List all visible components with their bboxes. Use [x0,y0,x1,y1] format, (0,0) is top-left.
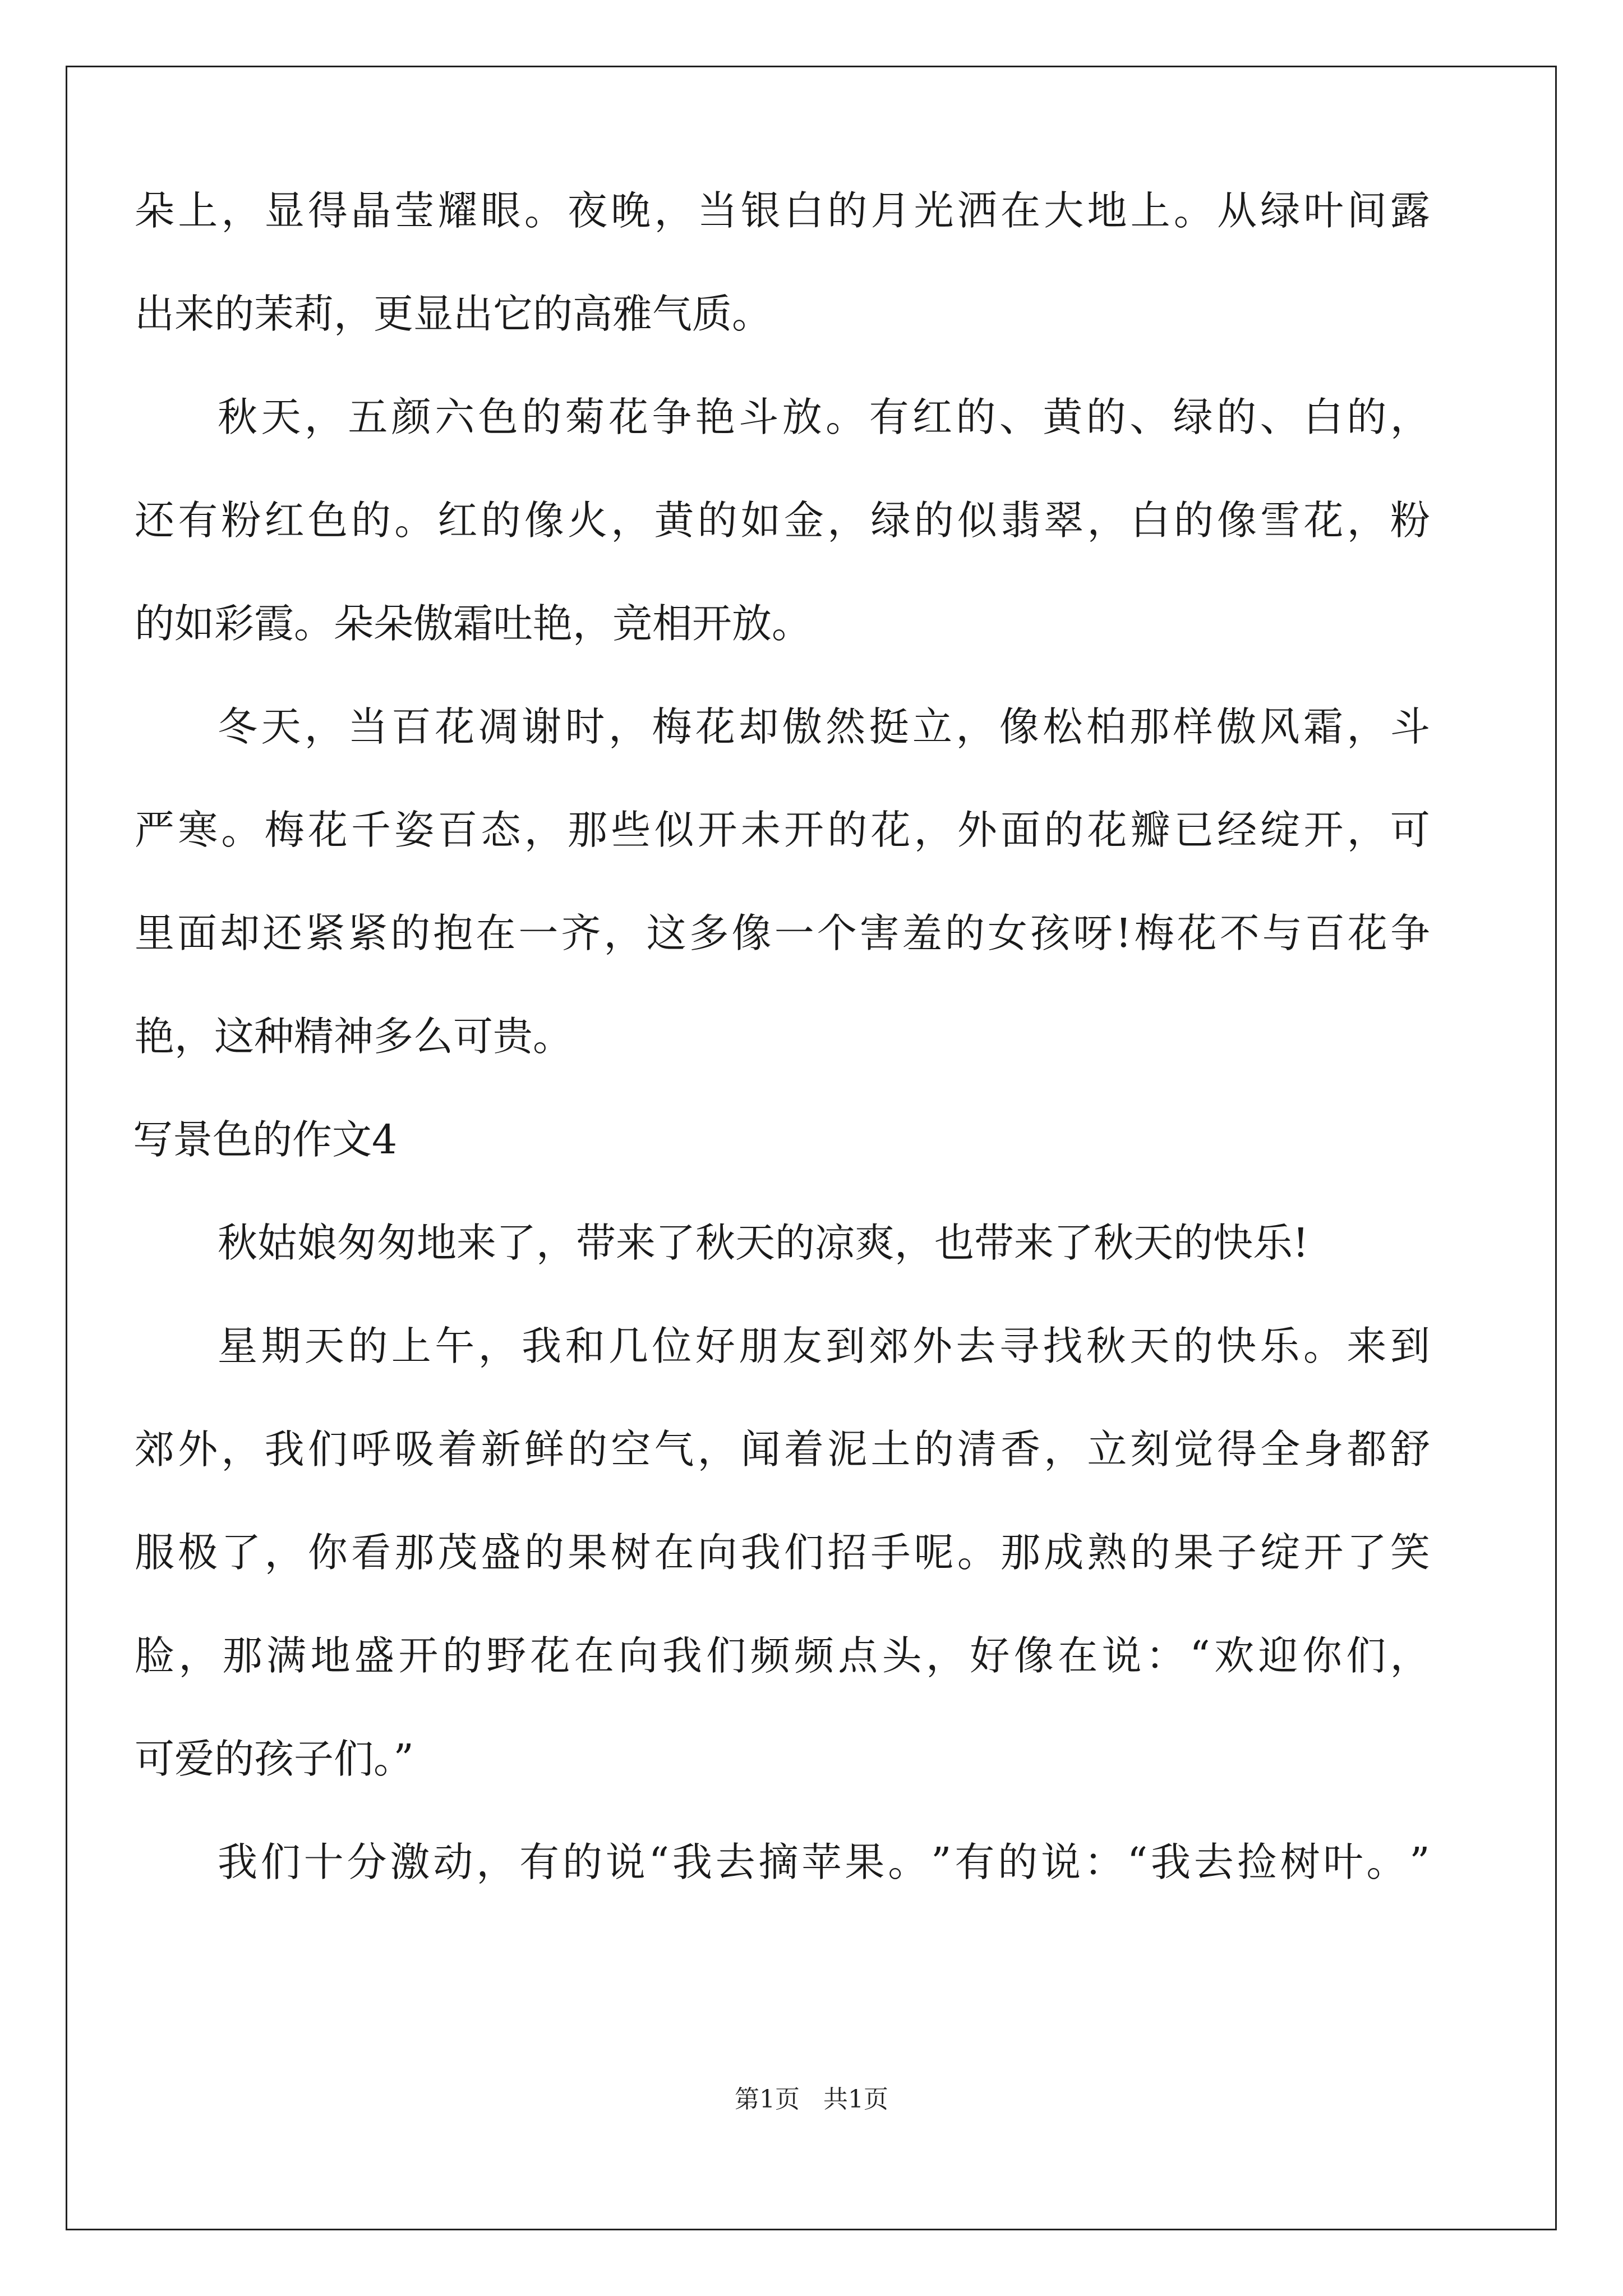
text-line: 艳，这种精神多么可贵。 [135,1013,573,1060]
page-footer: 第1页 共1页 [735,2085,888,2114]
text-line: 还 有 粉 红 色 的 。 红 的 像 火 ， 黄 的 如 金 ， 绿 的 似 翡 翠 ， 白 的 像 雪 花 ， 粉 [135,497,1430,544]
text-line: 朵 上 ， 显 得 晶 莹 耀 眼 。 夜 晚 ， 当 银 白 的 月 光 洒 在 大 地 上 。 从 绿 叶 间 露 [135,187,1430,234]
text-line: 服 极 了 ， 你 看 那 茂 盛 的 果 树 在 向 我 们 招 手 呢 。 那 成 熟 的 果 子 绽 开 了 笑 [135,1529,1430,1576]
text-line: 郊 外 ， 我 们 呼 吸 着 新 鲜 的 空 气 ， 闻 着 泥 土 的 清 香 ， 立 刻 觉 得 全 身 都 舒 [135,1426,1430,1473]
text-line: 的如彩霞。朵朵傲霜吐艳，竞相开放。 [135,600,812,647]
text-line: 秋 天 ， 五 颜 六 色 的 菊 花 争 艳 斗 放 。 有 红 的 、 黄 的 、 绿 的 、 白 的 ， [218,394,1430,440]
text-line: 星 期 天 的 上 午 ， 我 和 几 位 好 朋 友 到 郊 外 去 寻 找 秋 天 的 快 乐 。 来 到 [218,1323,1430,1369]
text-line: 秋姑娘匆匆地来了，带来了秋天的凉爽，也带来了秋天的快乐! [218,1220,1309,1266]
text-line: 冬 天 ， 当 百 花 凋 谢 时 ， 梅 花 却 傲 然 挺 立 ， 像 松 柏 那 样 傲 风 霜 ， 斗 [218,703,1430,750]
text-line: 脸 ， 那 满 地 盛 开 的 野 花 在 向 我 们 频 频 点 头 ， 好 像 在 说 ： “ 欢 迎 你 们 ， [135,1632,1430,1679]
text-line: 严 寒 。 梅 花 千 姿 百 态 ， 那 些 似 开 未 开 的 花 ， 外 面 的 花 瓣 已 经 绽 开 ， 可 [135,807,1430,853]
document-body [133,187,1430,1945]
text-line: 里 面 却 还 紧 紧 的 抱 在 一 齐 ， 这 多 像 一 个 害 羞 的 女 孩 呀 ! 梅 花 不 与 百 花 争 [135,910,1430,956]
text-line: 可爱的孩子们。” [135,1736,414,1782]
section-heading: 写景色的作文4 [133,1116,398,1163]
text-line: 我 们 十 分 激 动 ， 有 的 说 “ 我 去 摘 苹 果 。 ” 有 的 说 ： “ 我 去 捡 树 叶 。 ” [218,1839,1430,1885]
text-line: 出来的茉莉，更显出它的高雅气质。 [135,291,772,337]
